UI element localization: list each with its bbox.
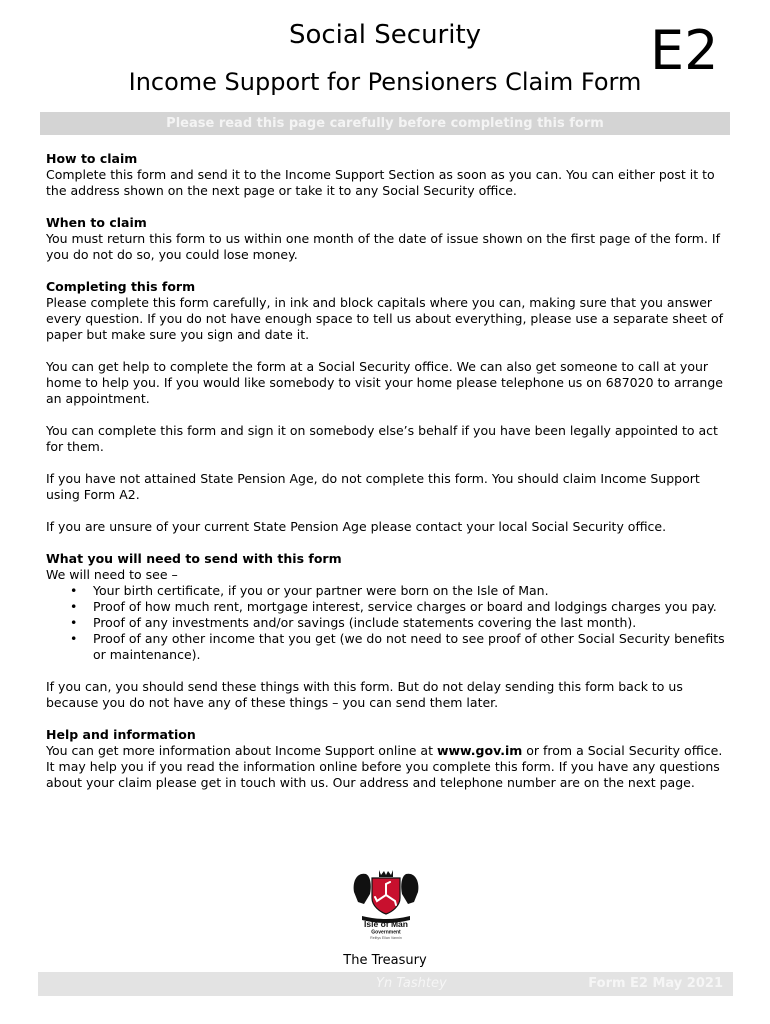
help-heading: Help and information [46,727,196,742]
completing-paragraph-3: You can complete this form and sign it on somebody else’s behalf if you have been legally appointed to act for them. [46,423,718,454]
logo-name-line-1: Isle of Man [364,919,408,929]
documents-list [46,583,730,663]
list-item: • Proof of any other income that you get (we do not need to see proof of other Social Security benefits or maintenance). [93,631,730,663]
completing-paragraph-2: You can get help to complete the form at a Social Security office. We can also get someone to call at your home to help you. If you would like somebody to visit your home please telephone us on 687020 to arrange an appointment. [46,359,723,406]
logo-name-line-2: Government [371,929,401,936]
help-text-start: You can get more information about Income Support online at [46,743,437,758]
when-to-claim-text: You must return this form to us within one month of the date of issue shown on the first page of the form. If you do not do so, you could lose money. [46,231,720,262]
help-text-end: or from a Social Security office. It may help you if you read the information online before you complete this form. If you have any questions about your claim please get in touch with us. Our address and telephone number are on the next page. [46,743,723,790]
what-to-send-intro: We will need to see – [46,567,178,582]
what-to-send-heading: What you will need to send with this form [46,551,342,566]
logo-name-line-3: Reiltys Ellan Vannin [370,936,402,940]
what-to-send-after: If you can, you should send these things with this form. But do not delay sending this form back to us because you do not have any of these things – you can send them later. [46,679,683,710]
list-item: • Proof of how much rent, mortgage interest, service charges or board and lodgings charges you pay. [93,599,730,615]
crest-emblem-icon [354,870,419,923]
completing-paragraph-5: If you are unsure of your current State Pension Age please contact your local Social Security office. [46,519,667,534]
isle-of-man-government-logo [348,862,424,942]
page-title: Social Security [288,20,482,50]
department-name-manx: Yn Tashtey [376,976,447,991]
instruction-banner: Please read this page carefully before completing this form [40,112,730,135]
list-item: • Your birth certificate, if you or your partner were born on the Isle of Man. [93,583,730,599]
form-guidance [46,151,730,791]
help-text [46,743,730,791]
completing-paragraph-4: If you have not attained State Pension Age, do not complete this form. You should claim Income Support using Form A2. [46,471,700,502]
department-name: The Treasury [343,953,427,968]
footer-bar [38,972,733,996]
completing-paragraph-1: Please complete this form carefully, in ink and block capitals where you can, making sure that you answer every question. If you do not have enough space to tell us about everything, please use a separate sheet of paper but make sure you sign and date it. [46,295,724,342]
form-code: E2 [650,19,719,82]
how-to-claim-text: Complete this form and send it to the Income Support Section as soon as you can. You can either post it to the address shown on the next page or take it to any Social Security office. [46,167,715,198]
completing-form-heading: Completing this form [46,279,196,294]
gov-im-link[interactable]: www.gov.im [436,743,523,758]
page-subtitle: Income Support for Pensioners Claim Form [128,68,642,96]
list-item: • Proof of any investments and/or savings (include statements covering the last month). [93,615,730,631]
when-to-claim-heading: When to claim [46,215,147,230]
how-to-claim-heading: How to claim [46,151,138,166]
form-reference: Form E2 May 2021 [588,976,723,991]
